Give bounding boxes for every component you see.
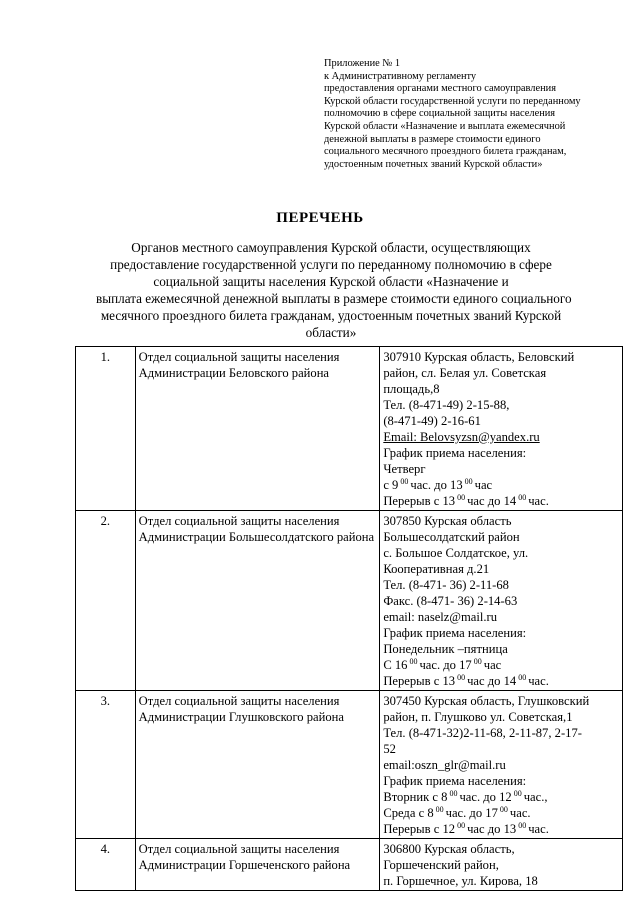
subtitle-line: социальной защиты населения Курской области «Назначение и: [153, 274, 509, 289]
contact-line: район, сл. Белая ул. Советская: [383, 366, 547, 380]
contact-line: 307450 Курская область, Глушковский: [383, 694, 590, 708]
contact-info: [380, 839, 623, 891]
contact-line: Горшеченский район,: [383, 858, 499, 872]
minutes-superscript: 00: [516, 820, 529, 830]
schedule-line: Среда с 8 $^{00}$ час. до 17 $^{00}$ час.: [383, 804, 531, 820]
contact-line: Тел. (8-471- 36) 2-11-68: [383, 578, 509, 592]
minutes-superscript: 00: [516, 492, 529, 502]
appendix-line: полномочию в сфере социальной защиты населения: [324, 108, 556, 120]
organization-name: Отдел социальной защиты населения Администрации Большесолдатского района: [135, 511, 380, 691]
appendix-line: удостоенным почетных званий Курской области»: [324, 158, 543, 170]
minutes-superscript: 00: [455, 492, 468, 502]
contact-line: Четверг: [383, 462, 426, 476]
contact-line: 306800 Курская область,: [383, 842, 515, 856]
contact-line: Кооперативная д.21: [383, 562, 490, 576]
contact-line: Факс. (8-471- 36) 2-14-63: [383, 594, 518, 608]
email-link[interactable]: email:oszn_glr@mail.ru: [383, 758, 506, 772]
minutes-superscript: 00: [516, 672, 529, 682]
minutes-superscript: 00: [433, 804, 446, 814]
table-row: [76, 839, 623, 891]
contact-line: площадь,8: [383, 382, 440, 396]
document-subtitle: [96, 239, 572, 341]
contact-info: [380, 347, 623, 511]
minutes-superscript: 00: [462, 476, 475, 486]
appendix-line: к Административному регламенту: [324, 70, 477, 82]
table-row: [76, 347, 623, 511]
contact-line: 307910 Курская область, Беловский: [383, 350, 575, 364]
minutes-superscript: 00: [407, 656, 420, 666]
appendix-line: предоставления органами местного самоуправления: [324, 83, 557, 95]
contact-line: Понедельник –пятница: [383, 642, 508, 656]
minutes-superscript: 00: [455, 820, 468, 830]
appendix-header: [324, 58, 624, 171]
table-row: [76, 691, 623, 839]
contact-line: п. Горшечное, ул. Кирова, 18: [383, 874, 538, 888]
contact-line: График приема населения:: [383, 774, 527, 788]
organizations-table: [75, 346, 623, 891]
contact-line: (8-471-49) 2-16-61: [383, 414, 481, 428]
schedule-line: С 16 $^{00}$ час. до 17 $^{00}$ час: [383, 656, 502, 672]
subtitle-line: месячного проездного билета гражданам, удостоенным почетных званий Курской: [100, 308, 562, 323]
email-link[interactable]: email: naselz@mail.ru: [383, 610, 498, 624]
minutes-superscript: 00: [471, 656, 484, 666]
schedule-line: Вторник с 8 $^{00}$ час. до 12 $^{00}$ час.,: [383, 788, 548, 804]
row-number: 4.: [76, 839, 136, 891]
schedule-line: Перерыв с 13 $^{00}$ час до 14 $^{00}$ час.: [383, 492, 549, 508]
schedule-line: с 9 $^{00}$ час. до 13 $^{00}$ час: [383, 476, 493, 492]
organization-name: Отдел социальной защиты населения Администрации Горшеченского района: [135, 839, 380, 891]
subtitle-line: выплата ежемесячной денежной выплаты в размере стоимости единого социального: [96, 291, 572, 306]
row-number: 2.: [76, 511, 136, 691]
contact-line: Большесолдатский район: [383, 530, 520, 544]
appendix-line: денежной выплаты в размере стоимости единого: [324, 133, 541, 145]
contact-line: График приема населения:: [383, 446, 527, 460]
contact-line: Тел. (8-471-49) 2-15-88,: [383, 398, 510, 412]
subtitle-line: Органов местного самоуправления Курской области, осуществляющих: [131, 240, 531, 255]
table-row: [76, 511, 623, 691]
appendix-line: социального месячного проездного билета гражданам,: [324, 146, 567, 158]
minutes-superscript: 00: [511, 788, 524, 798]
minutes-superscript: 00: [497, 804, 510, 814]
row-number: 1.: [76, 347, 136, 511]
row-number: 3.: [76, 691, 136, 839]
minutes-superscript: 00: [398, 476, 411, 486]
schedule-line: Перерыв с 13 $^{00}$ час до 14 $^{00}$ час.: [383, 672, 549, 688]
contact-line: График приема населения:: [383, 626, 527, 640]
organization-name: Отдел социальной защиты населения Администрации Глушковского района: [135, 691, 380, 839]
contact-line: район, п. Глушково ул. Советская,1: [383, 710, 573, 724]
contact-line: 307850 Курская область: [383, 514, 512, 528]
appendix-line: Курской области «Назначение и выплата ежемесячной: [324, 120, 566, 132]
contact-line: 52: [383, 742, 396, 756]
document-title: ПЕРЕЧЕНЬ: [276, 210, 364, 226]
organization-name: Отдел социальной защиты населения Администрации Беловского района: [135, 347, 380, 511]
contact-info: [380, 511, 623, 691]
contact-info: [380, 691, 623, 839]
appendix-line: Курской области государственной услуги по переданному: [324, 95, 581, 107]
appendix-line: Приложение № 1: [324, 58, 401, 69]
contact-line: с. Большое Солдатское, ул.: [383, 546, 529, 560]
minutes-superscript: 00: [447, 788, 460, 798]
subtitle-line: области»: [305, 325, 357, 340]
subtitle-line: предоставление государственной услуги по переданному полномочию в сфере: [110, 257, 552, 272]
schedule-line: Перерыв с 12 $^{00}$ час до 13 $^{00}$ час.: [383, 820, 549, 836]
minutes-superscript: 00: [455, 672, 468, 682]
email-link[interactable]: Email: Belovsyzsn@yandex.ru: [383, 430, 540, 444]
contact-line: Тел. (8-471-32)2-11-68, 2-11-87, 2-17-: [383, 726, 582, 740]
